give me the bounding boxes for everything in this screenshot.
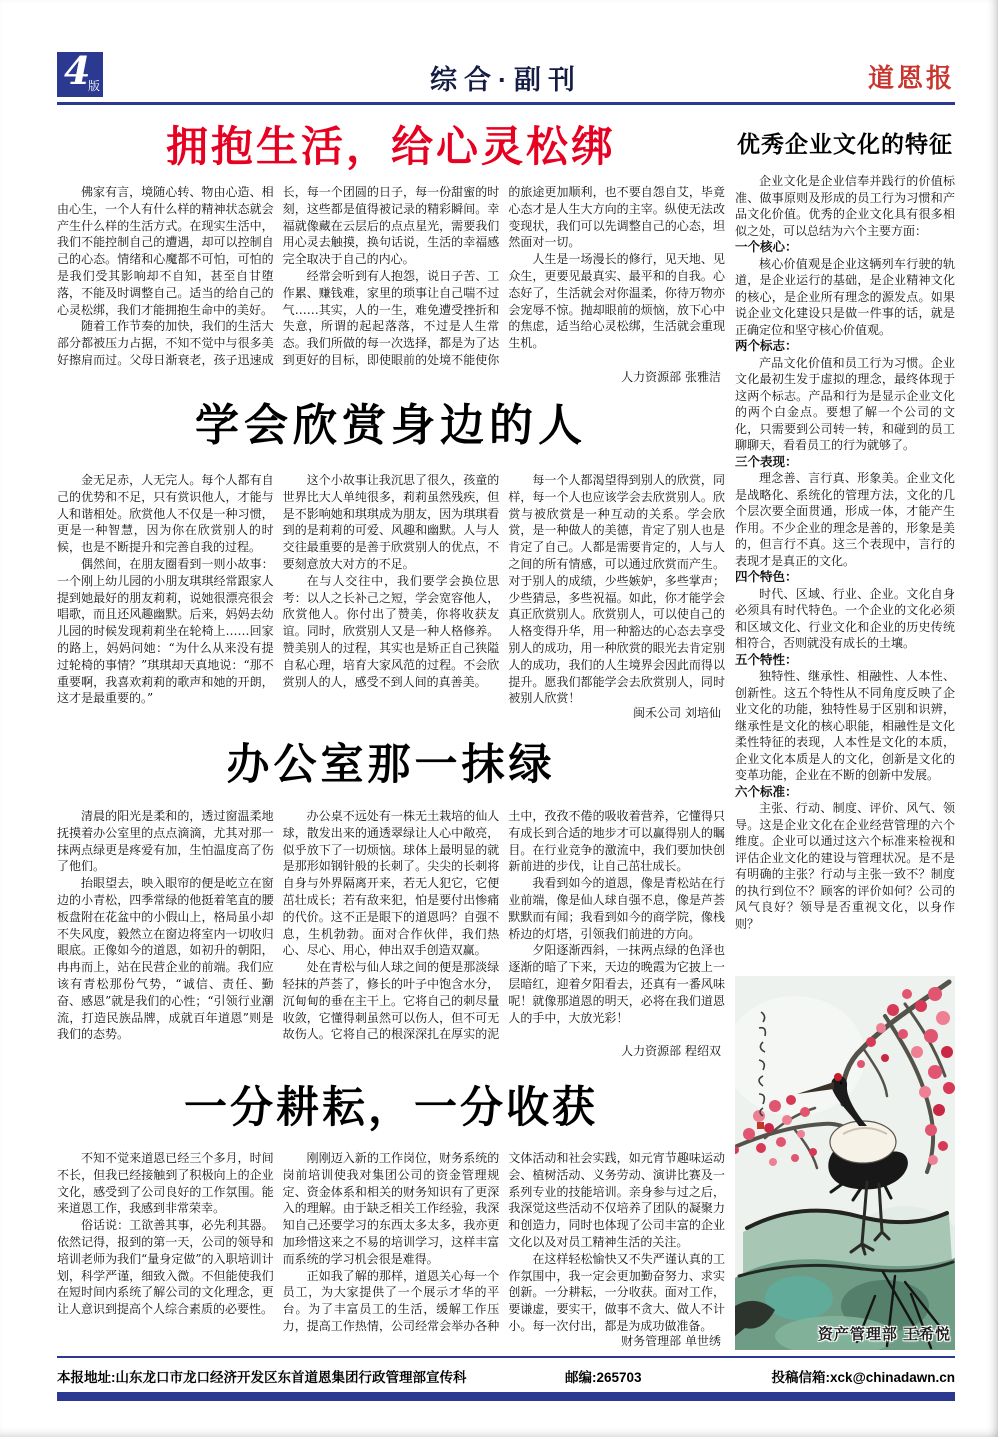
article-embrace-life — [57, 118, 725, 386]
article-appreciate-people — [57, 396, 725, 722]
section-heading: 三个表现： — [735, 453, 798, 469]
section-body: 核心价值观是企业这辆列车行驶的轨道，是企业运行的基础，是企业精神文化的核心，是企业所有理念的源发点。如果说企业文化建设只是做一件事的话，就是正确定位和坚守核心价值观。 — [735, 256, 955, 337]
article-harvest — [57, 1080, 725, 1350]
section-body: 时代、区域、行业、企业。文化自身必须具有时代特色。一个企业的文化必须和区域文化、行业文化和企业的历史传统相符合，否则就没有成长的土壤。 — [735, 586, 955, 650]
section-heading: 六个标准： — [735, 783, 798, 799]
paragraph: 清晨的阳光是柔和的，透过窗温柔地抚摸着办公室里的点点滴滴，尤其对那一抹两点绿更是疼爱有加，生怕温度高了伤了他们。 — [57, 809, 274, 874]
section-heading: 一个核心： — [735, 239, 798, 254]
paragraph: 我看到如今的道恩，像是青松站在行业前端，像是仙人球自强不息，像是芦荟默默而有闻；我看到如今的商学院，像栈桥边的灯塔，引领我们前进的方向。 — [508, 876, 725, 941]
section-heading: 两个标志： — [735, 338, 798, 353]
paragraph: 金无足赤，人无完人。每个人都有自己的优势和不足，只有赏识他人，才能与人和谐相处。欣赏他人不仅是一种习惯，更是一种智慧，因为你在欣赏别人的时候，也是不断提升和完善自我的过程。 — [57, 473, 274, 555]
paragraph: 处在青松与仙人球之间的便是那淡绿轻抹的芦荟了，修长的叶子中饱含水分，沉甸甸的垂在主干上。它将自己的刺尽量收敛，它懂得刺虽然可以伤人，但不可无故伤人。它将自己的根深深扎在厚实的泥土中，孜孜不倦的吸收着营养，它懂得只有成长到合适的地步才可以赢得别人的瞩目。在行业竞争的激流中，我们要加快创新前进的步伐，让自己茁壮成长。 — [282, 809, 725, 1042]
section-title: 综合·副刊 — [430, 65, 582, 95]
side-article-body — [735, 173, 955, 961]
paragraph: 抬眼望去，映入眼帘的便是屹立在窗边的小青松，四季常绿的他挺着笔直的腰板盘附在花盆中的小假山上，格局虽小却不失风度，毅然立在窗边将室内一切收归眼底。正像如今的道恩，如初升的朝阳，冉冉而上，站在民营企业的前端。我们应该有青松那份气势，“诚信、责任、勤奋、感恩”就是我们的心性；“引领行业潮流，打造民族品牌，成就百年道恩”则是我们的态势。 — [57, 876, 274, 1042]
byline: 闽禾公司 刘培仙 — [619, 705, 721, 722]
article-body — [57, 184, 725, 386]
paragraph: 随着工作节奏的加快，我们的生活大部分都被压力占据，不知不觉中与很多美好擦肩而过。父母日渐衰老，孩子迅速成长，每一个团圆的日子，每一份甜蜜的时刻，这些都是值得被记录的精彩瞬间。幸福就像藏在云层后的点点星光，需要我们用心灵去触摸，换句话说，生活的幸福感完全取决于自己的内心。 — [57, 185, 500, 367]
byline: 人力资源部 张雅洁 — [607, 369, 721, 386]
article-body — [57, 472, 725, 722]
article-office-green — [57, 736, 725, 1060]
edition-label: 版 — [87, 79, 100, 93]
painting-caption: 资产管理部 王希悦 — [817, 1326, 951, 1343]
footer-rule — [57, 1356, 955, 1358]
paragraph: 每一个人都渴望得到别人的欣赏，同样，每一个人也应该学会去欣赏别人。欣赏与被欣赏是一种互动的关系。学会欣赏，是一种做人的美德，肯定了别人也是肯定了自己。人都是需要肯定的，人与人之间的所有情感，可以通过欣赏而产生。对于别人的成绩，少些嫉妒，多些掌声；少些猜忌，多些祝福。如此，你才能学会真正欣赏别人。欣赏别人，可以使自己的人格变得升华，用一种豁达的心态去享受别人的成功，用一种欣赏的眼光去肯定别人的成功，我们的人生境界会因此而得以提升。愿我们都能学会去欣赏别人，同时被别人欣赏！ — [508, 473, 725, 706]
footer-email: 投稿信箱:xck@chinadawn.cn — [771, 1370, 955, 1385]
side-article-title: 优秀企业文化的特征 — [737, 131, 953, 157]
paragraph: 办公桌不远处有一株无土栽培的仙人球，散发出来的通透翠绿让人心中敞亮，似乎放下了一切烦恼。球体上最明显的就是那形如钢针般的长刺了。尖尖的长刺将自身与外界隔离开来，若无人犯它，它便茁壮成长；若有敌来犯，怕是要付出惨痛的代价。这不正是眼下的道恩吗？自强不息，生机勃勃。面对合作伙伴，我们热心、尽心、用心，伸出双手创造双赢。 — [282, 809, 500, 958]
paragraph: 夕阳逐渐西斜，一抹两点绿的色泽也逐渐的暗了下来，天边的晚霞为它披上一层暗红，迎着夕阳看去，还真有一番风味呢！就像那道恩的明天，必将在我们道恩人的手中，大放光彩！ — [508, 943, 725, 1025]
article-body — [57, 1150, 725, 1350]
paragraph: 不知不觉来道恩已经三个多月，时间不长，但我已经接触到了积极向上的企业文化，感受到了公司良好的工作氛围。能来道恩工作，我感到非常荣幸。 — [57, 1151, 274, 1216]
page-header — [57, 50, 955, 100]
article-headline: 拥抱生活，给心灵松绑 — [165, 123, 616, 170]
crane-painting-image — [735, 976, 955, 1350]
paragraph: 企业文化是企业信奉并践行的价值标准、做事原则及形成的员工行为习惯和产品文化价值。优秀的企业文化具有很多相似之处，可以总结为六个主要方面： — [735, 174, 955, 238]
paragraph: 佛家有言，境随心转、物由心造、相由心生，一个人有什么样的精神状态就会产生什么样的生活方式。在现实生活中，我们不能控制自己的遭遇，却可以控制自己的心态。情绪和心魔都不可怕，可怕的是我们受其影响却不自知，甚至自甘堕落，不能及时调整自己。适当的给自己的心灵松绑，我们才能拥抱生命中的美好。 — [57, 185, 274, 317]
side-article-culture — [735, 126, 955, 961]
article-headline: 办公室那一抹绿 — [226, 741, 556, 789]
byline: 人力资源部 程绍双 — [607, 1043, 721, 1060]
footer-address: 本报地址:山东龙口市龙口经济开发区东首道恩集团行政管理部宣传科 — [57, 1370, 467, 1385]
paragraph: 这个小故事让我沉思了很久，孩童的世界比大人单纯很多，莉莉虽然残疾，但是不影响她和琪琪成为朋友，因为琪琪看到的是莉莉的可爱、风趣和幽默。人与人交往最重要的是善于欣赏别人的优点，不要刻意放大对方的不足。 — [282, 473, 500, 571]
crane-painting — [735, 976, 955, 1350]
paragraph: 俗话说：工欲善其事，必先利其器。依然记得，报到的第一天，公司的领导和培训老师为我们“量身定做”的入职培训计划，科学严谨，细致入微。不但能使我们在短时间内系统了解公司的文化理念，更让人意识到提高个人综合素质的必要性。 — [57, 1218, 274, 1317]
artist-seal — [757, 1122, 764, 1129]
section-body: 主张、行动、制度、评价、风气、领导。这是企业文化在企业经营管理的六个维度。企业可以通过这六个标准来检视和评估企业文化的建设与管理状况。是不是有明确的主张？行动与主张一致不？制度的执行到位不？顾客的评价如何？公司的风气良好？领导是否重视文化，以身作则？ — [735, 801, 955, 931]
footer-postcode: 邮编:265703 — [565, 1370, 642, 1385]
paragraph: 偶然间，在朋友圈看到一则小故事：一个刚上幼儿园的小朋友琪琪经常跟家人提到她最好的朋友莉莉，说她很漂亮很会唱歌，而且还风趣幽默。后来，妈妈去幼儿园的时候发现莉莉坐在轮椅上……回家的路上，妈妈问她：“为什么从来没有提过轮椅的事情？”琪琪却天真地说：“那不重要啊，我喜欢莉莉的歌声和她的开朗，这才是最重要的。” — [57, 556, 274, 706]
section-body: 理念善、言行真、形象美。企业文化是战略化、系统化的管理方法，文化的几个层次要全面贯通，形成一体，才能产生作用。不少企业的理念是善的，形象是美的，但言行不真。这三个表现中，言行的表现才是真正的文化。 — [735, 471, 955, 568]
bottom-bar — [57, 1392, 955, 1401]
paragraph: 在与人交往中，我们要学会换位思考：以人之长补己之短，学会宽容他人，欣赏他人。你付出了赞美，你将收获友谊。同时，欣赏别人又是一种人格修养。赞美别人的过程，其实也是矫正自己狭隘自私心理，培育大家风范的过程。不会欣赏别人的人，感受不到人间的真善美。 — [282, 573, 500, 689]
article-headline: 一分耕耘，一分收获 — [184, 1084, 598, 1132]
paragraph: 经常会听到有人抱怨，说日子苦、工作累、赚钱难，家里的琐事让自己喘不过气……其实，人的一生，难免遭受挫折和失意，所谓的起起落落，不过是人生常态。我们所做的每一次选择，都是为了达到更好的目标，即使眼前的处境不能使你的旅途更加顺利，也不要自怨自艾，毕竟心态才是人生大方向的主宰。纵使无法改变现状，我们可以先调整自己的心态，坦然面对一切。 — [282, 185, 725, 367]
article-headline: 学会欣赏身边的人 — [195, 401, 587, 450]
header-rule — [57, 102, 955, 105]
paragraph: 在这样轻松愉快又不失严谨认真的工作氛围中，我一定会更加勤奋努力、求实创新。一分耕耘，一分收获。面对工作，要谦虚，要实干，做事不贪大、做人不计小。每一次付出，都是为成功做准备。 — [508, 1251, 725, 1333]
paragraph: 刚刚迈入新的工作岗位，财务系统的岗前培训使我对集团公司的资金管理规定、资金体系和相关的财务知识有了更深入的理解。由于缺乏相关工作经验，我深知自己还要学习的东西太多太多，我亦更加珍惜这来之不易的培训学习，这样丰富而系统的学习机会很是难得。 — [282, 1151, 500, 1266]
section-body: 产品文化价值和员工行为习惯。企业文化最初生发于虚拟的理念，最终体现于这两个标志。产品和行为是显示企业文化的两个白金点。要想了解一个公司的文化，只需要到公司转一转，和碰到的员工聊聊天，看看员工的行为就够了。 — [735, 355, 955, 452]
section-heading: 五个特性： — [735, 651, 798, 667]
section-heading: 四个特色： — [735, 569, 798, 584]
page-number: 4 — [64, 48, 91, 93]
article-body — [57, 808, 725, 1060]
paragraph: 人生是一场漫长的修行，见天地、见众生，更要见最真实、最平和的自我。心态好了，生活就会对你温柔，你待万物亦会宠辱不惊。抛却眼前的烦恼，放下心中的焦虑，适当给心灵松绑，生活就会重现生机。 — [508, 252, 725, 351]
byline: 财务管理部 单世绣 — [607, 1333, 721, 1350]
paragraph: 正如我了解的那样，道恩关心每一个员工，为大家提供了一个展示才华的平台。为了丰富员工的生活，缓解工作压力，提高工作热情，公司经常会举办各种文体活动和社会实践，如元宵节趣味运动会、植树活动、义务劳动、演讲比赛及一系列专业的技能培训。亲身参与过之后，我深觉这些活动不仅培养了团队的凝聚力和创造力，同时也体现了公司丰富的企业文化以及对员工精神生活的关注。 — [282, 1151, 725, 1333]
footer — [57, 1363, 955, 1387]
masthead-logo: 道恩报 — [867, 64, 955, 94]
section-body: 独特性、继承性、相融性、人本性、创新性。这五个特性从不同角度反映了企业文化的功能，独特性易于区别和识辨，继承性是文化的核心职能，相融性是文化柔性特征的表现，人本性是文化的本质，企业文化本质是人的文化，创新是文化的变革功能，企业在不断的创新中发展。 — [735, 669, 955, 782]
